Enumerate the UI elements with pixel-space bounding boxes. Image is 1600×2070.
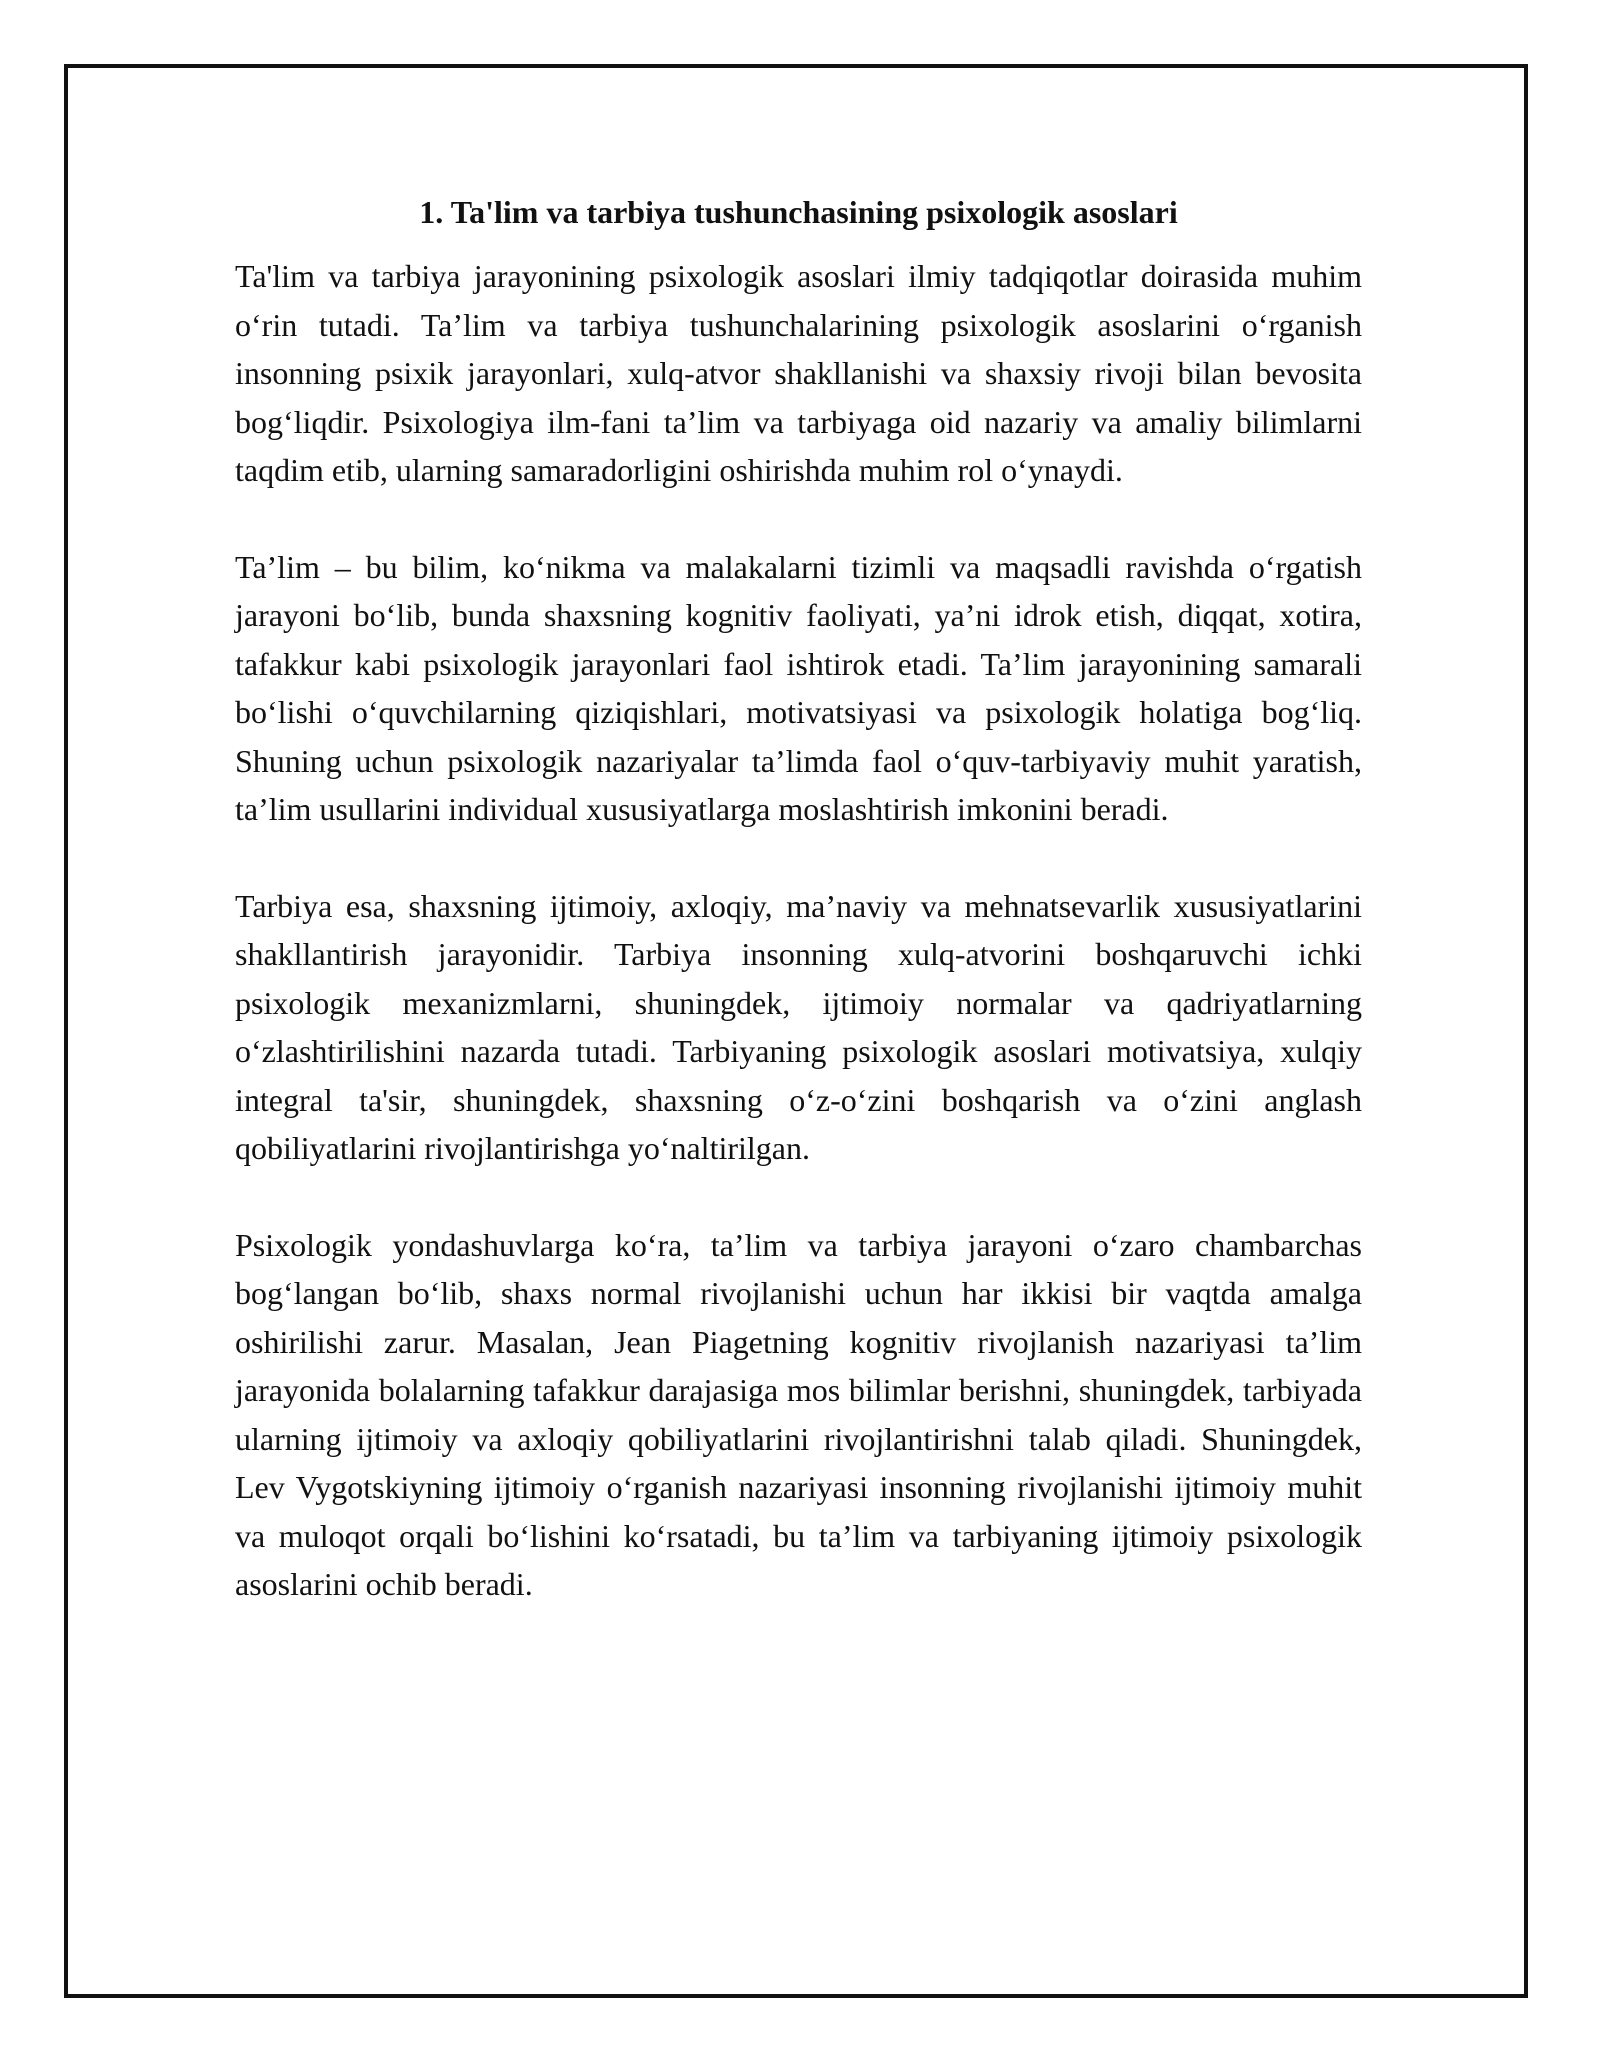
- paragraph-2: Ta’lim – bu bilim, ko‘nikma va malakalarni tizimli va maqsadli ravishda o‘rgatish jarayoni bo‘lib, bunda shaxsning kognitiv faoliyati, ya’ni idrok etish, diqqat, xotira, tafakkur kabi psixologik jarayonlari faol ishtirok etadi. Ta’lim jarayonining samarali bo‘lishi o‘quvchilarning qiziqishlari, motivatsiyasi va psixologik holatiga bog‘liq. Shuning uchun psixologik nazariyalar ta’limda faol o‘quv-tarbiyaviy muhit yaratish, ta’lim usullarini individual xususiyatlarga moslashtirish imkonini beradi.: [235, 548, 1362, 827]
- document-body: [235, 190, 1362, 1657]
- paragraph-3: Tarbiya esa, shaxsning ijtimoiy, axloqiy, ma’naviy va mehnatsevarlik xususiyatlarini shakllantirish jarayonidir. Tarbiya insonning xulq-atvorini boshqaruvchi ichki psixologik mexanizmlarni, shuningdek, ijtimoiy normalar va qadriyatlarning o‘zlashtirilishini nazarda tutadi. Tarbiyaning psixologik asoslari motivatsiya, xulqiy integral ta'sir, shuningdek, shaxsning o‘z-o‘zini boshqarish va o‘zini anglash qobiliyatlarini rivojlantirishga yo‘naltirilgan.: [235, 887, 1362, 1166]
- document-title: 1. Ta'lim va tarbiya tushunchasining psixologik asoslari: [419, 194, 1178, 230]
- paragraph-1: Ta'lim va tarbiya jarayonining psixologik asoslari ilmiy tadqiqotlar doirasida muhim o‘rin tutadi. Ta’lim va tarbiya tushunchalarining psixologik asoslarini o‘rganish insonning psixik jarayonlari, xulq-atvor shakllanishi va shaxsiy rivoji bilan bevosita bog‘liqdir. Psixologiya ilm-fani ta’lim va tarbiyaga oid nazariy va amaliy bilimlarni taqdim etib, ularning samaradorligini oshirishda muhim rol o‘ynaydi.: [235, 258, 1362, 488]
- paragraph-4: Psixologik yondashuvlarga ko‘ra, ta’lim va tarbiya jarayoni o‘zaro chambarchas bog‘langan bo‘lib, shaxs normal rivojlanishi uchun har ikkisi bir vaqtda amalga oshirilishi zarur. Masalan, Jean Piagetning kognitiv rivojlanish nazariyasi ta’lim jarayonida bolalarning tafakkur darajasiga mos bilimlar berishni, shuningdek, tarbiyada ularning ijtimoiy va axloqiy qobiliyatlarini rivojlantirishni talab qiladi. Shuningdek, Lev Vygotskiyning ijtimoiy o‘rganish nazariyasi insonning rivojlanishi ijtimoiy muhit va muloqot orqali bo‘lishini ko‘rsatadi, bu ta’lim va tarbiyaning ijtimoiy psixologik asoslarini ochib beradi.: [235, 1226, 1362, 1602]
